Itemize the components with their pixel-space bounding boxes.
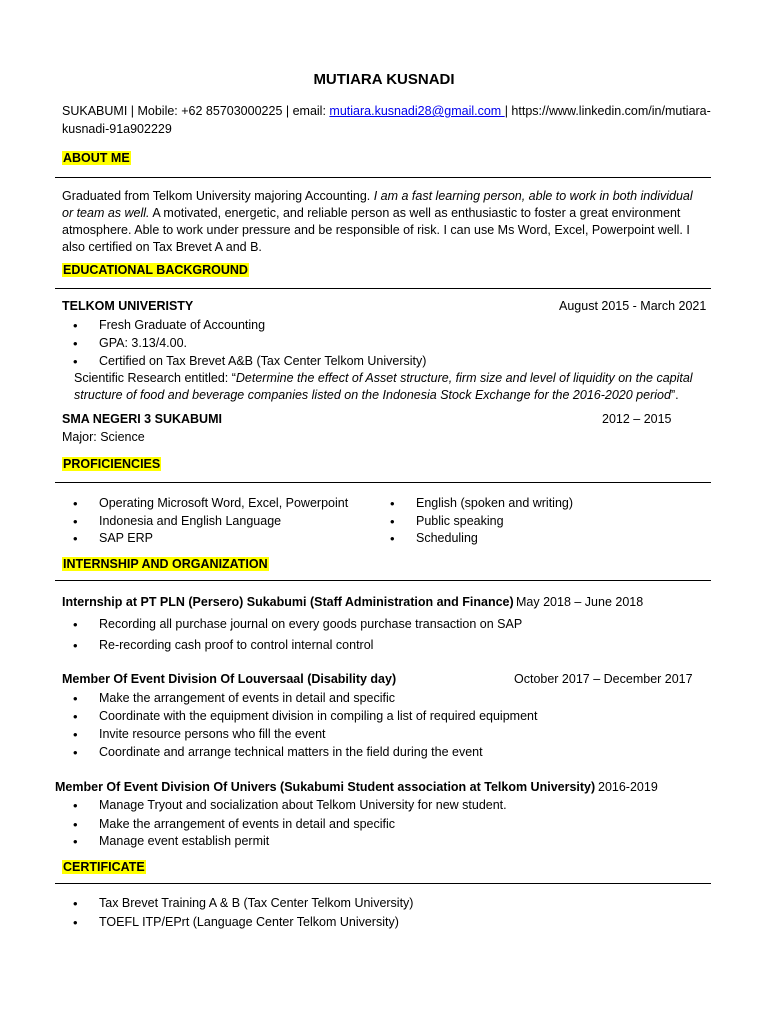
- internship-divider: [55, 580, 711, 581]
- entry-bullet: • Recording all purchase journal on every goods purchase transaction on SAP: [99, 617, 522, 631]
- school2-dates: 2012 – 2015: [602, 412, 672, 426]
- contact-prefix: SUKABUMI | Mobile: +62 85703000225 | email:: [62, 104, 330, 118]
- school1-name: TELKOM UNIVERISTY: [62, 299, 194, 313]
- internship-heading: INTERNSHIP AND ORGANIZATION: [63, 557, 268, 571]
- about-line-2: or team as well. A motivated, energetic, and reliable person as well as enthusiastic to foster a great environment: [62, 206, 681, 220]
- about-line-3: atmosphere. Able to work under pressure and be responsible of risk. I can use Ms Word, Excel, Powerpoint well. I: [62, 223, 690, 237]
- entry-bullet: • Coordinate with the equipment division in compiling a list of required equipment: [99, 709, 537, 723]
- proficiency-item: • Indonesia and English Language: [99, 514, 281, 528]
- certificate-heading: CERTIFICATE: [63, 860, 145, 874]
- contact-line: [62, 104, 711, 118]
- entry-title: Member Of Event Division Of Univers (Sukabumi Student association at Telkom University): [55, 780, 596, 794]
- about-heading: ABOUT ME: [63, 151, 130, 165]
- school1-bullet: • GPA: 3.13/4.00.: [99, 336, 187, 350]
- linkedin-url-part1[interactable]: https://www.linkedin.com/in/mutiara-: [511, 104, 711, 118]
- entry-bullet: • Invite resource persons who fill the event: [99, 727, 326, 741]
- linkedin-url-part2[interactable]: kusnadi-91a902229: [62, 122, 172, 136]
- certificate-item: • Tax Brevet Training A & B (Tax Center Telkom University): [99, 896, 413, 910]
- school1-bullet: • Fresh Graduate of Accounting: [99, 318, 265, 332]
- entry-bullet: • Make the arrangement of events in detail and specific: [99, 691, 395, 705]
- entry-dates: October 2017 – December 2017: [514, 672, 693, 686]
- entry-bullet: • Make the arrangement of events in detail and specific: [99, 817, 395, 831]
- proficiency-item: • SAP ERP: [99, 531, 153, 545]
- proficiency-item: • Operating Microsoft Word, Excel, Powerpoint: [99, 496, 348, 510]
- education-heading: EDUCATIONAL BACKGROUND: [63, 263, 248, 277]
- resume-name: MUTIARA KUSNADI: [313, 71, 455, 88]
- about-line-4: also certified on Tax Brevet A and B.: [62, 240, 262, 254]
- proficiency-item: • Public speaking: [416, 514, 504, 528]
- entry-dates: 2016-2019: [598, 780, 658, 794]
- school1-bullet: • Certified on Tax Brevet A&B (Tax Center Telkom University): [99, 354, 426, 368]
- proficiencies-divider: [55, 482, 711, 483]
- entry-title: Internship at PT PLN (Persero) Sukabumi (Staff Administration and Finance): [62, 595, 514, 609]
- about-line-1: Graduated from Telkom University majoring Accounting. I am a fast learning person, able to work in both individual: [62, 189, 693, 203]
- proficiency-item: • English (spoken and writing): [416, 496, 573, 510]
- entry-bullet: • Manage Tryout and socialization about Telkom University for new student.: [99, 798, 507, 812]
- education-divider: [55, 288, 711, 289]
- school2-name: SMA NEGERI 3 SUKABUMI: [62, 412, 222, 426]
- proficiencies-heading: PROFICIENCIES: [63, 457, 161, 471]
- entry-bullet: • Re-recording cash proof to control internal control: [99, 638, 373, 652]
- research-line-1: Scientific Research entitled: “Determine the effect of Asset structure, firm size and level of liquidity on the capital: [74, 371, 693, 385]
- contact-separator: |: [504, 104, 512, 118]
- email-link[interactable]: mutiara.kusnadi28@gmail.com: [329, 104, 505, 118]
- entry-dates: May 2018 – June 2018: [516, 595, 644, 609]
- entry-bullet: • Manage event establish permit: [99, 834, 269, 848]
- entry-title: Member Of Event Division Of Louversaal (Disability day): [62, 672, 397, 686]
- school1-dates: August 2015 - March 2021: [559, 299, 707, 313]
- certificate-item: • TOEFL ITP/EPrt (Language Center Telkom University): [99, 915, 399, 929]
- certificate-divider: [55, 883, 711, 884]
- about-divider: [55, 177, 711, 178]
- proficiency-item: • Scheduling: [416, 531, 478, 545]
- school2-major: Major: Science: [62, 430, 145, 444]
- research-line-2: structure of food and beverage companies listed on the Indonesia Stock Exchange for the 2016-2020 period”.: [74, 388, 679, 402]
- entry-bullet: • Coordinate and arrange technical matters in the field during the event: [99, 745, 483, 759]
